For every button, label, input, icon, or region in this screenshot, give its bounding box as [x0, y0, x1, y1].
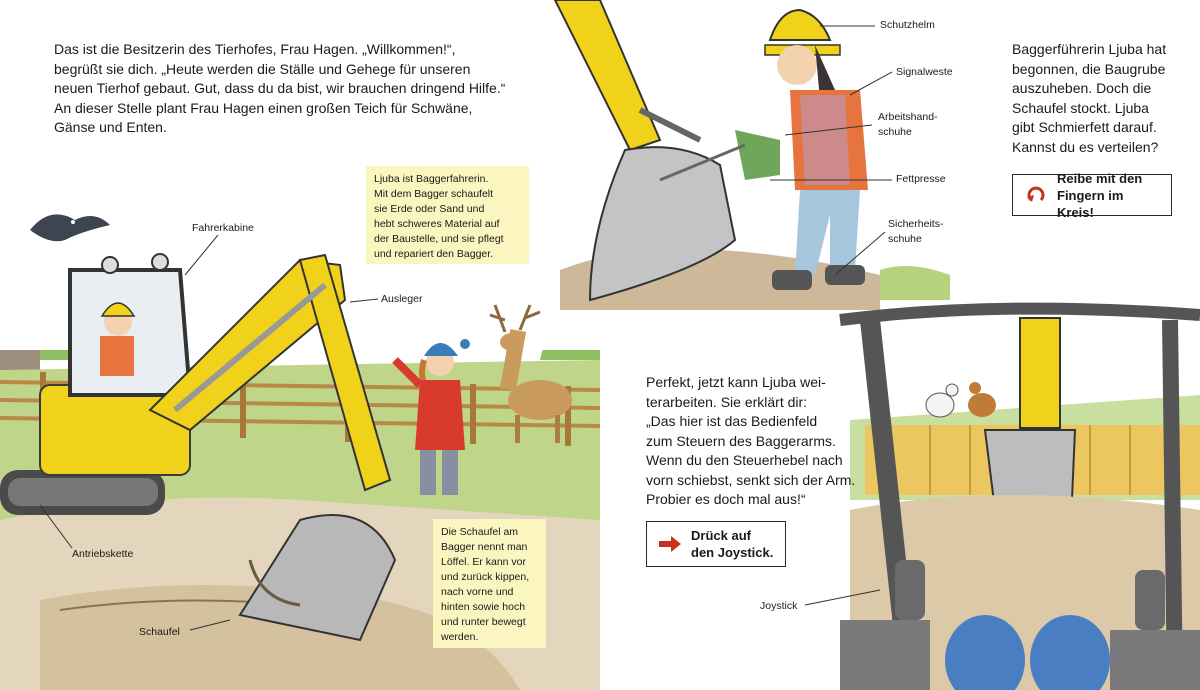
label-gloves	[878, 110, 938, 140]
note-shovel	[433, 519, 546, 648]
label-grease-gun: Fettpresse	[896, 173, 946, 185]
joystick-action-prompt[interactable]	[646, 521, 786, 567]
intro-line: neuen Tierhof gebaut. Gut, dass du da bist, wir brauchen dringend Hilfe.“	[54, 80, 506, 96]
note-line: hinten sowie hoch	[441, 601, 526, 613]
note-excavator-driver	[366, 166, 529, 264]
note-line: und runter bewegt	[441, 616, 526, 628]
text-line: terarbeiten. Sie erklärt dir:	[646, 393, 808, 410]
control-panel-text	[646, 373, 868, 510]
label-vest: Signalweste	[896, 66, 953, 78]
text-line: Baggerführerin Ljuba hat	[1012, 41, 1167, 57]
joystick-action-line2: den Joystick.	[691, 545, 774, 560]
press-arrow-icon	[657, 531, 683, 557]
label-joystick: Joystick	[760, 600, 798, 612]
note-line: und zurück kippen,	[441, 571, 530, 583]
text-line: Schaufel stockt. Ljuba	[1012, 99, 1149, 116]
note-line: sie Erde oder Sand und	[374, 203, 485, 215]
note-line: nach vorne und	[441, 586, 514, 598]
label-boom: Ausleger	[381, 293, 423, 305]
note-line: Mit dem Bagger schaufelt	[374, 188, 494, 200]
intro-line: Gänse und Enten.	[54, 119, 167, 135]
note-line: und repariert den Bagger.	[374, 248, 494, 260]
text-line: „Das hier ist das Bedienfeld	[646, 413, 818, 429]
label-shovel: Schaufel	[139, 626, 180, 638]
text-line: Probier es doch mal aus!“	[646, 491, 806, 507]
crow-illustration	[30, 214, 110, 241]
note-line: Bagger nennt man	[441, 541, 528, 553]
intro-line: An dieser Stelle plant Frau Hagen einen großen Teich für Schwäne,	[54, 99, 473, 116]
note-line: Ljuba ist Baggerfahrerin.	[374, 173, 489, 185]
note-line: hebt schweres Material auf	[374, 218, 500, 230]
note-line: Die Schaufel am	[441, 526, 519, 538]
label-shoes-line2: schuhe	[888, 233, 922, 245]
note-line: werden.	[441, 631, 479, 643]
text-line: Perfekt, jetzt kann Ljuba wei-	[646, 374, 826, 390]
rub-action-prompt[interactable]	[1012, 170, 1172, 220]
text-line: vorn schiebst, senkt sich der Arm.	[646, 471, 856, 488]
intro-line: Das ist die Besitzerin des Tierhofes, Frau Hagen. „Willkommen!“,	[54, 41, 456, 57]
note-line: der Baustelle, und sie pflegt	[374, 233, 504, 245]
joystick-action-line1: Drück auf	[691, 528, 751, 543]
rub-action-line1: Reibe mit den	[1057, 170, 1143, 186]
rub-action-line2: Fingern im Kreis!	[1057, 187, 1124, 220]
label-cabin: Fahrerkabine	[192, 222, 254, 234]
rotate-arrow-icon	[1023, 182, 1049, 208]
text-line: auszuheben. Doch die	[1012, 80, 1152, 96]
label-shoes-line1: Sicherheits-	[888, 218, 944, 230]
text-line: begonnen, die Baugrube	[1012, 60, 1166, 77]
label-track: Antriebskette	[72, 548, 134, 560]
note-line: Löffel. Er kann vor	[441, 556, 527, 568]
right-top-scene	[555, 0, 950, 310]
intro-text	[54, 40, 524, 138]
text-line: zum Steuern des Baggerarms.	[646, 432, 836, 449]
label-gloves-line1: Arbeitshand-	[878, 111, 938, 123]
label-shoes	[888, 217, 943, 247]
text-line: Kannst du es verteilen?	[1012, 138, 1159, 155]
label-gloves-line2: schuhe	[878, 126, 912, 138]
text-line: gibt Schmierfett darauf.	[1012, 119, 1157, 135]
intro-line: begrüßt sie dich. „Heute werden die Ställe und Gehege für unseren	[54, 60, 471, 77]
excavation-text	[1012, 40, 1192, 157]
label-helmet: Schutzhelm	[880, 19, 935, 31]
text-line: Wenn du den Steuerhebel nach	[646, 452, 843, 468]
